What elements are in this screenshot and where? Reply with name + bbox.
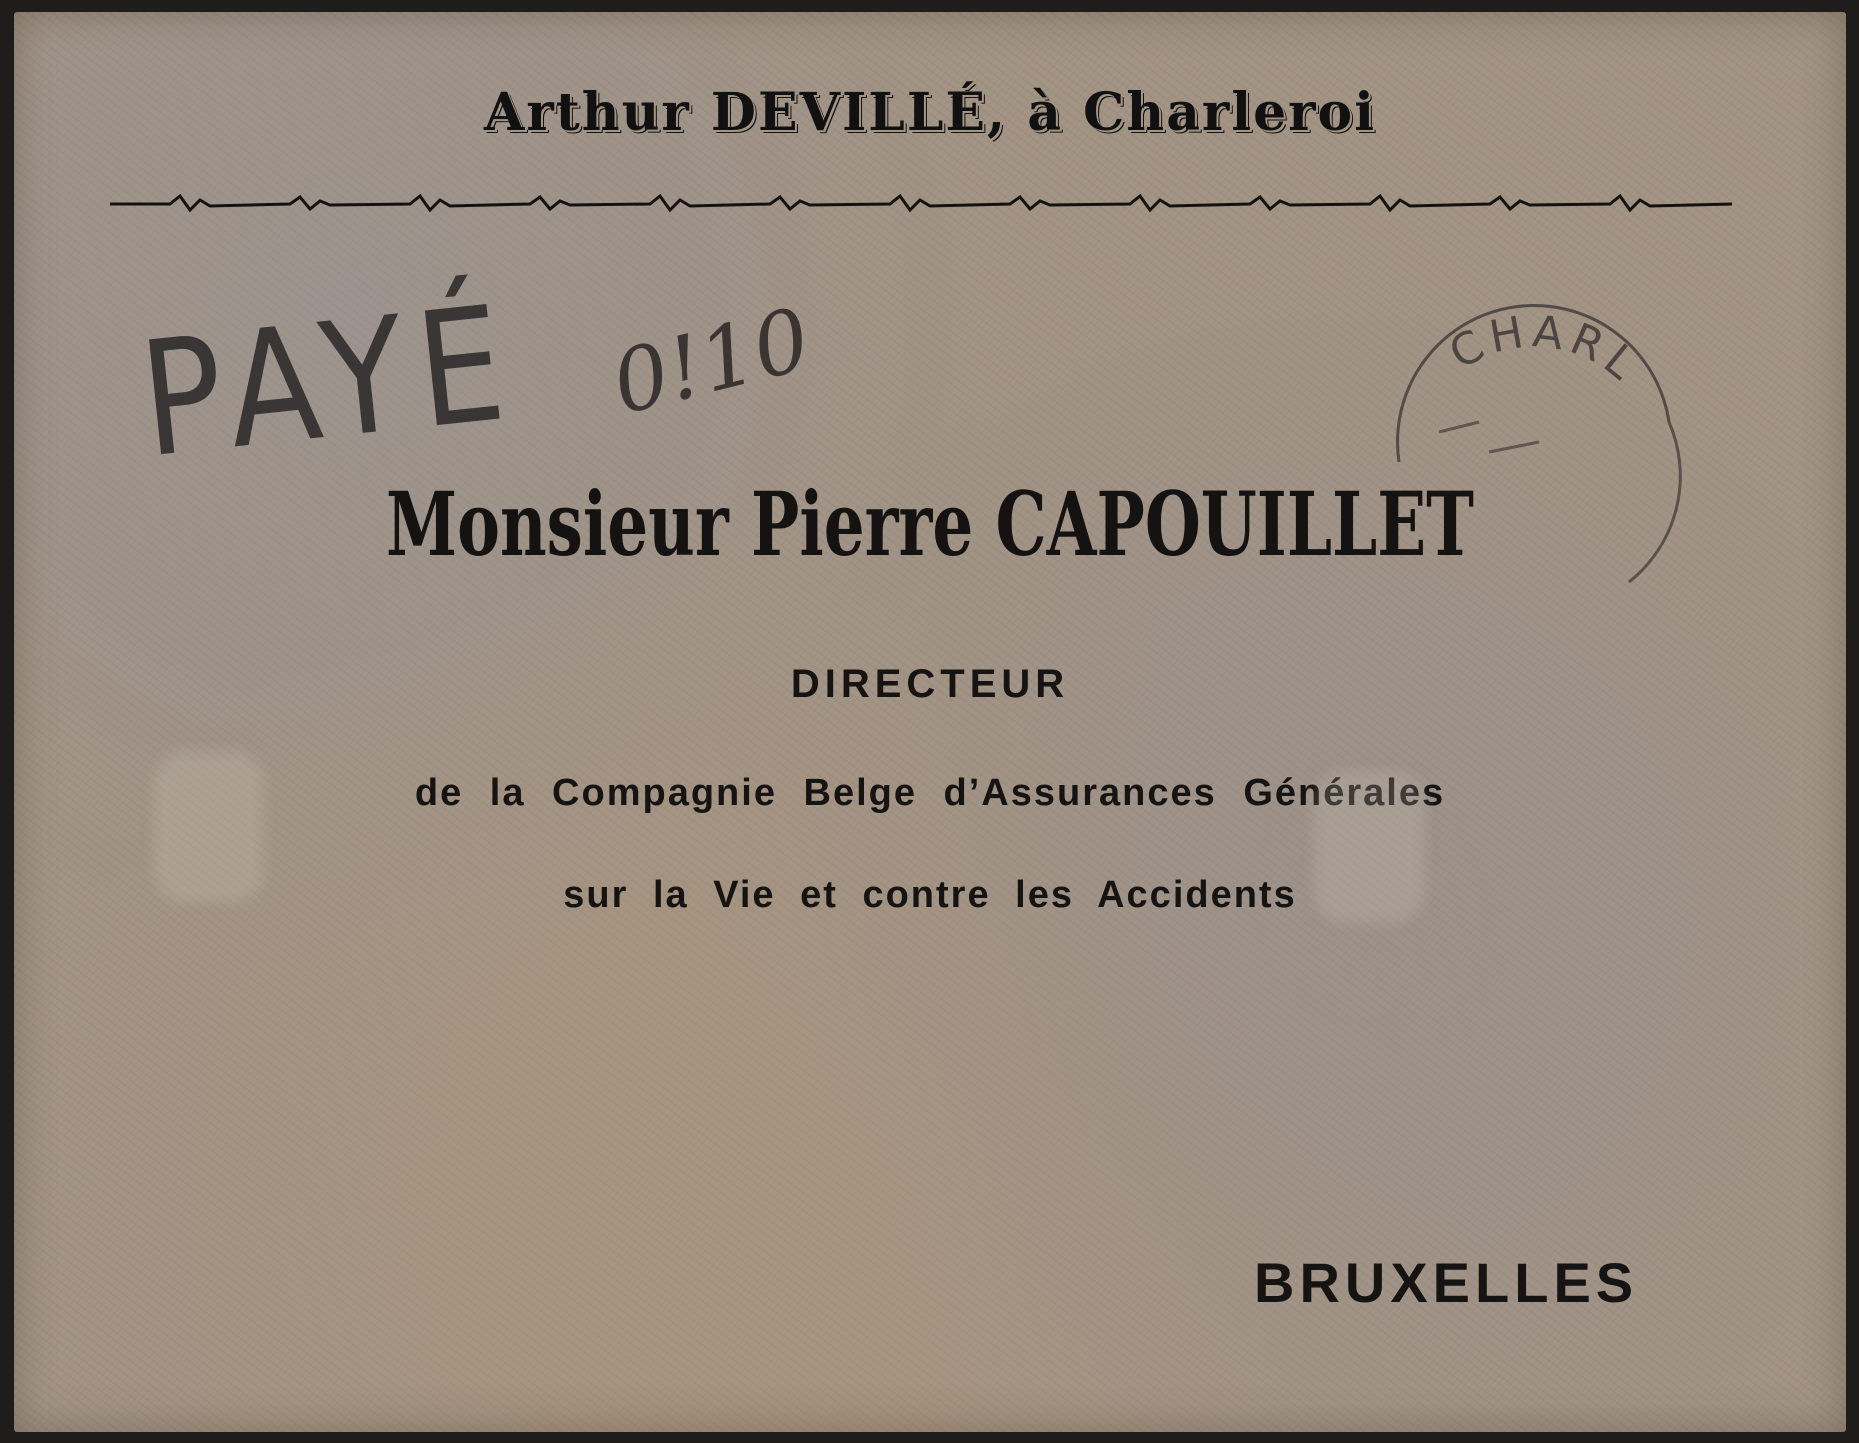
decorative-wavy-rule (110, 192, 1732, 216)
svg-text:CHARL (1441, 306, 1650, 393)
recipient-title: DIRECTEUR (790, 662, 1070, 706)
company-line-1: de la Compagnie Belge d’Assurances Générales (414, 772, 1446, 814)
handwritten-rate: 0!10 (602, 289, 820, 435)
paid-stamp: PAYÉ (132, 270, 526, 493)
recipient-name: Monsieur Pierre CAPOUILLET (386, 472, 1474, 576)
company-line-2: sur la Vie et contre les Accidents (563, 874, 1297, 916)
postmark-text: CHARL (1441, 306, 1650, 394)
tape-mark-left (154, 752, 264, 902)
recipient-city: BRUXELLES (1254, 1251, 1639, 1314)
tape-mark-right (1314, 772, 1424, 922)
envelope (14, 12, 1846, 1432)
sender-header: Arthur DEVILLÉ, à Charleroi (484, 82, 1376, 143)
